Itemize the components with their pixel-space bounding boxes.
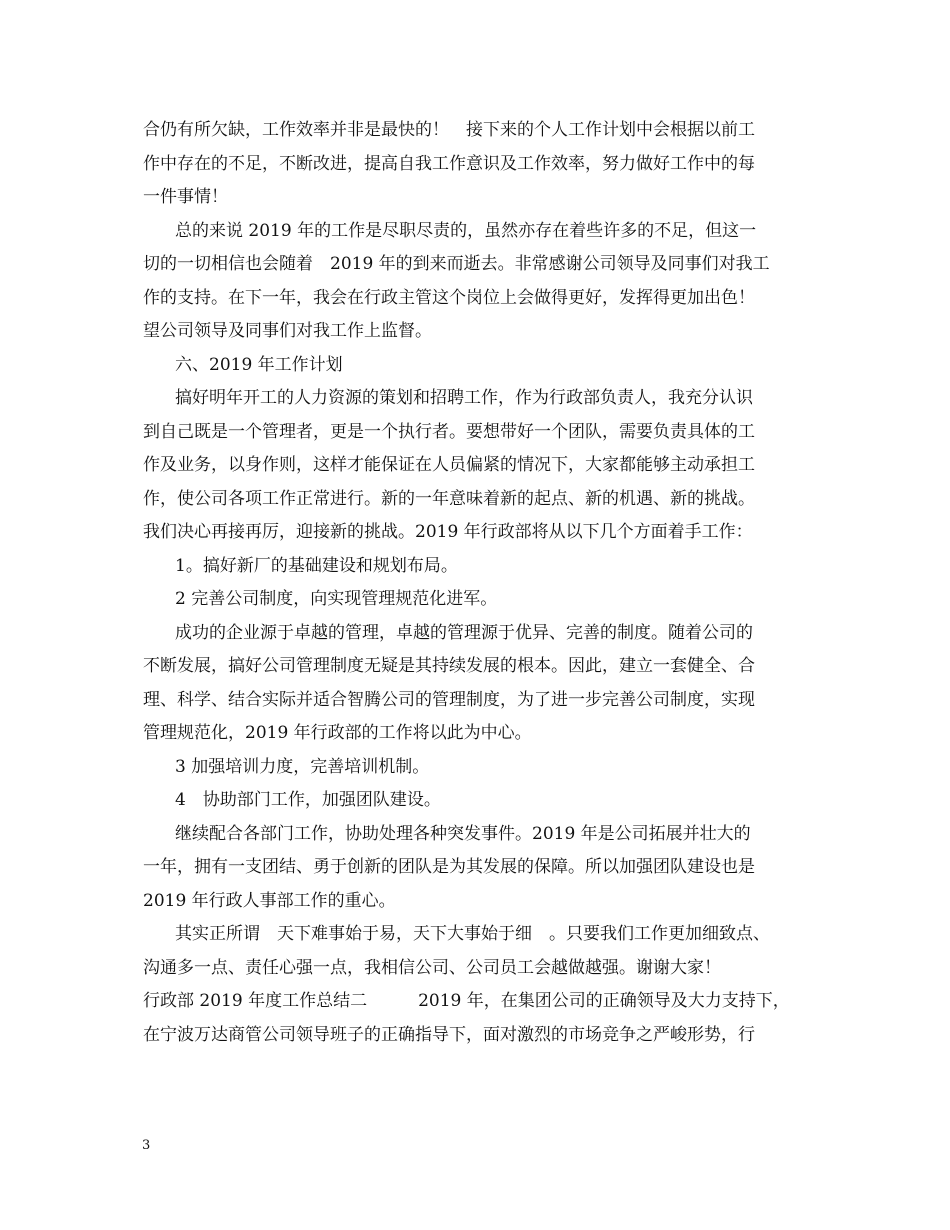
text-line: 作的支持。在下一年，我会在行政主管这个岗位上会做得更好，发挥得更加出色！ [143,287,755,308]
text-line: 搞好明年开工的人力资源的策划和招聘工作，作为行政部负责人，我充分认识 [175,388,753,408]
text-line: 管理规范化，2019 年行政部的工作将以此为中心。 [143,723,532,743]
list-item: 4 协助部门工作，加强团队建设。 [175,790,441,810]
text-line: 切的一切相信也会随着 2019 年的到来而逝去。非常感谢公司领导及同事们对我工 [143,254,770,274]
list-item: 3 加强培训力度，完善培训机制。 [175,756,430,777]
document-body [143,114,813,1052]
text-line: 一件事情！ [143,187,228,207]
text-line: 作中存在的不足，不断改进，提高自我工作意识及工作效率，努力做好工作中的每 [143,153,755,174]
text-line: 理、科学、结合实际并适合智腾公司的管理制度，为了进一步完善公司制度，实现 [143,689,755,710]
list-item: 2 完善公司制度，向实现管理规范化进军。 [175,589,498,609]
list-item: 1。搞好新厂的基础建设和规划布局。 [175,555,458,576]
text-line: 在宁波万达商管公司领导班子的正确指导下，面对激烈的市场竞争之严峻形势，行 [143,1024,755,1045]
text-line: 到自己既是一个管理者，更是一个执行者。要想带好一个团队，需要负责具体的工 [143,421,755,442]
section-heading: 六、2019 年工作计划 [175,354,343,375]
text-line: 望公司领导及同事们对我工作上监督。 [143,321,432,341]
text-line: 2019 年行政人事部工作的重心。 [143,890,396,911]
text-line: 作，使公司各项工作正常进行。新的一年意味着新的起点、新的机遇、新的挑战。 [143,488,755,509]
text-line: 作及业务，以身作则，这样才能保证在人员偏紧的情况下，大家都能够主动承担工 [143,455,755,475]
text-line: 沟通多一点、责任心强一点，我相信公司、公司员工会越做越强。谢谢大家！ [143,957,721,978]
page-number: 3 [142,1138,151,1153]
text-line: 成功的企业源于卓越的管理，卓越的管理源于优异、完善的制度。随着公司的 [175,622,753,643]
text-line: 其实正所谓 天下难事始于易，天下大事始于细 。只要我们工作更加细致点、 [175,924,770,944]
text-line: 一年，拥有一支团结、勇于创新的团队是为其发展的保障。所以加强团队建设也是 [143,857,755,877]
text-line: 行政部 2019 年度工作总结二 2019 年，在集团公司的正确领导及大力支持下， [143,991,790,1011]
text-line: 我们决心再接再厉，迎接新的挑战。2019 年行政部将从以下几个方面着手工作： [143,522,753,542]
text-line: 继续配合各部门工作，协助处理各种突发事件。2019 年是公司拓展并壮大的 [175,823,751,844]
text-line: 合仍有所欠缺，工作效率并非是最快的！ 接下来的个人工作计划中会根据以前工 [143,120,755,140]
text-line: 不断发展，搞好公司管理制度无疑是其持续发展的根本。因此，建立一套健全、合 [143,656,755,676]
text-line: 总的来说 2019 年的工作是尽职尽责的，虽然亦存在着些许多的不足，但这一 [175,220,757,241]
